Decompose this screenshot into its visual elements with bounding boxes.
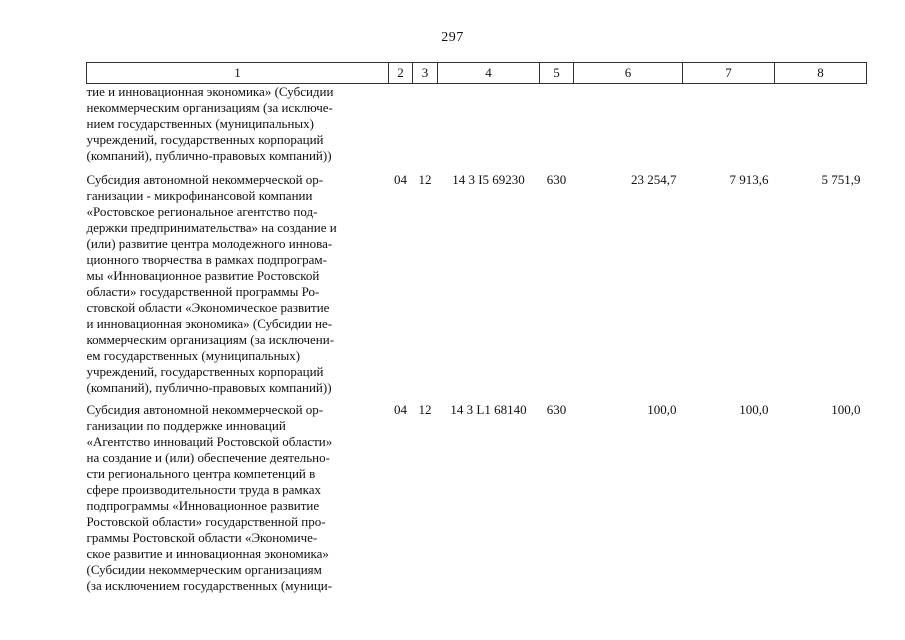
- description-line: учреждений, государственных корпораций: [86, 132, 324, 147]
- description-line: ское развитие и инновационная экономика»: [86, 546, 329, 561]
- description-line: (Субсидии некоммерческим организациям: [86, 562, 322, 577]
- description-line: (за исключением государственных (муници-: [86, 578, 333, 593]
- header-col-8: 8: [775, 63, 867, 84]
- header-row: [87, 63, 867, 84]
- description-line: ганизации по поддержке инноваций: [86, 418, 286, 433]
- section-code: 04: [394, 172, 407, 187]
- description-line: стовской области «Экономическое развитие: [86, 300, 330, 315]
- description-line: и инновационная экономика» (Субсидии не-: [86, 316, 333, 331]
- description-line: учреждений, государственных корпораций: [86, 364, 324, 379]
- description-line: «Агентство инноваций Ростовской области»: [86, 434, 333, 449]
- amount-year-2: [683, 84, 775, 173]
- subsection-code: 12: [418, 402, 432, 417]
- amount-year-2: 100,0: [739, 402, 769, 417]
- target-article-code: 14 3 I5 69230: [452, 172, 525, 187]
- description-line: держки предпринимательства» на создание и: [86, 220, 337, 235]
- table-row: [87, 402, 867, 594]
- amount-year-3: [775, 84, 867, 173]
- section-code: [389, 84, 413, 173]
- amount-year-3: 5 751,9: [821, 172, 861, 187]
- header-col-4: 4: [438, 63, 540, 84]
- description-line: граммы Ростовской области «Экономиче-: [86, 530, 318, 545]
- description-line: сфере производительности труда в рамках: [86, 482, 322, 497]
- description-line: мы «Инновационное развитие Ростовской: [86, 268, 320, 283]
- description-line: некоммерческим организациям (за исключе-: [86, 100, 333, 115]
- amount-year-3: 100,0: [831, 402, 861, 417]
- description-line: Ростовской области» государственной про-: [86, 514, 326, 529]
- budget-table: [86, 62, 867, 594]
- row-description: [87, 402, 389, 594]
- header-col-6: 6: [574, 63, 683, 84]
- row-description: [87, 84, 389, 173]
- description-line: нием государственных (муниципальных): [86, 116, 314, 131]
- table-row: [87, 172, 867, 402]
- header-col-2: 2: [389, 63, 413, 84]
- description-line: (компаний), публично-правовых компаний)): [86, 380, 332, 395]
- description-line: ционного творчества в рамках подпрограм-: [86, 252, 327, 267]
- amount-year-1: 100,0: [647, 402, 677, 417]
- subsection-code: 12: [418, 172, 432, 187]
- table-header: [87, 63, 867, 84]
- amount-year-2: 7 913,6: [729, 172, 769, 187]
- amount-year-1: [574, 84, 683, 173]
- expense-type-code: [540, 84, 574, 173]
- amount-year-1: 23 254,7: [631, 172, 677, 187]
- description-line: коммерческим организациям (за исключени-: [86, 332, 335, 347]
- header-col-5: 5: [540, 63, 574, 84]
- description-line: Субсидия автономной некоммерческой ор-: [86, 402, 324, 417]
- subsection-code: [413, 84, 438, 173]
- row-description: [87, 172, 389, 402]
- description-line: сти регионального центра компетенций в: [86, 466, 316, 481]
- section-code: 04: [394, 402, 407, 417]
- expense-type-code: 630: [546, 402, 567, 417]
- table-body: [87, 84, 867, 595]
- description-line: области» государственной программы Ро-: [86, 284, 320, 299]
- description-line: (компаний), публично-правовых компаний)): [86, 148, 332, 163]
- page-number: 297: [441, 30, 464, 45]
- table-row: [87, 84, 867, 173]
- description-line: (или) развитие центра молодежного иннова-: [86, 236, 333, 251]
- description-line: «Ростовское региональное агентство под-: [86, 204, 318, 219]
- header-col-7: 7: [683, 63, 775, 84]
- header-col-3: 3: [413, 63, 438, 84]
- header-col-1: 1: [87, 63, 389, 84]
- expense-type-code: 630: [546, 172, 567, 187]
- description-line: ем государственных (муниципальных): [86, 348, 301, 363]
- description-line: тие и инновационная экономика» (Субсидии: [86, 84, 334, 99]
- target-article-code: [438, 84, 540, 173]
- description-line: на создание и (или) обеспечение деятельно-: [86, 450, 330, 465]
- description-line: ганизации - микрофинансовой компании: [86, 188, 313, 203]
- target-article-code: 14 3 L1 68140: [450, 402, 527, 417]
- description-line: Субсидия автономной некоммерческой ор-: [86, 172, 324, 187]
- description-line: подпрограммы «Инновационное развитие: [86, 498, 320, 513]
